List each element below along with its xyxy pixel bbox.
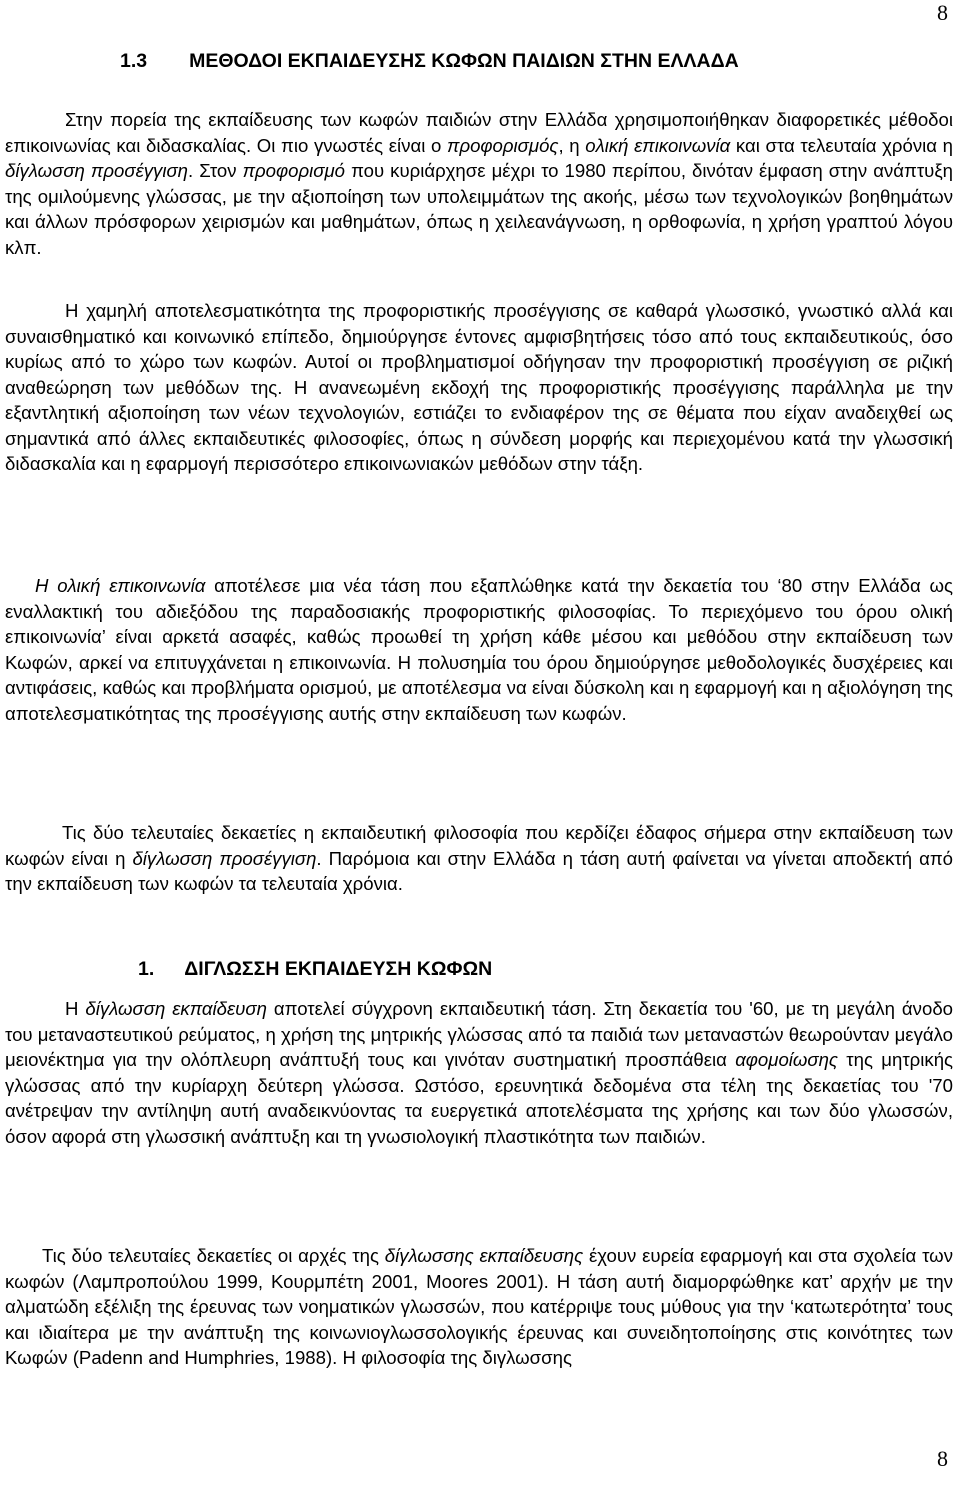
- subsection-heading: [138, 958, 492, 981]
- page-number-bottom: 8: [937, 1446, 948, 1471]
- page-number-top: 8: [937, 0, 948, 25]
- section-heading: [120, 50, 739, 73]
- section-number: 1.3: [120, 50, 148, 72]
- section-title: ΜΕΘΟΔΟΙ ΕΚΠΑΙΔΕΥΣΗΣ ΚΩΦΩΝ ΠΑΙΔΙΩΝ ΣΤΗΝ ΕΛΛΑΔΑ: [189, 50, 739, 72]
- paragraph-oralism: Στην πορεία της εκπαίδευσης των κωφών παιδιών στην Ελλάδα χρησιμοποιήθηκαν διαφορετικές μέθοδοι επικοινωνίας και διδασκαλίας. Οι πιο γνωστές είναι ο προφορισμός, η ολική επικοινωνία και στα τελευταία χρόνια η δίγλωσση προσέγγιση. Στον προφορισμό που κυριάρχησε μέχρι το 1980 περίπου, δινόταν έμφαση στην ανάπτυξη της ομιλούμενης γλώσσας, με την αξιοποίηση των υπολειμμάτων της ακοής, μέσω των τεχνολογικών βοηθημάτων και άλλων πρόσφορων χειρισμών και μαθημάτων, όπως η χειλεανάγνωση, η ορθοφωνία, η χρήση γραπτού λόγου κλπ.: [5, 109, 954, 258]
- paragraph-bilingual-education: Η δίγλωσση εκπαίδευση αποτελεί σύγχρονη εκπαιδευτική τάση. Στη δεκαετία του '60, με τη μεγάλη άνοδο του μεταναστευτικού ρεύματος, η χρήση της μητρικής γλώσσας από τα παιδιά των μεταναστών θεωρούνταν μεγάλο μειονέκτημα για την ολόπλευρη ανάπτυξή τους και γινόταν συστηματική προσπάθεια αφομοίωσης της μητρικής γλώσσας από την κυρίαρχη δεύτερη γλώσσα. Ωστόσο, ερευνητικά δεδομένα στα τέλη της δεκαετίας του '70 ανέτρεψαν την αντίληψη αυτή αναδεικνύοντας τα ευεργετικά αποτελέσματα της χρήσης και των δύο γλωσσών, όσον αφορά στη γλωσσική ανάπτυξη και τη γνωσιολογική πλαστικότητα των παιδιών.: [5, 998, 954, 1147]
- paragraph-total-communication: Η ολική επικοινωνία αποτέλεσε μια νέα τάση που εξαπλώθηκε κατά την δεκαετία του ‘80 στην Ελλάδα ως εναλλακτική του αδιεξόδου της παραδοσιακής προφοριστικής φιλοσοφίας. Το περιεχόμενο του όρου ολική επικοινωνία’ είναι αρκετά ασαφές, καθώς προωθεί τη χρήση κάθε μέσου και μεθόδου στην εκπαίδευση των Κωφών, αρκεί να επιτυγχάνεται η επικοινωνία. Η πολυσημία του όρου δημιούργησε μεθοδολογικές δυσχέρειες και αντιφάσεις, καθώς και προβλήματα ορισμού, με αποτέλεσμα να είναι δύσκολη και η εφαρμογή και η αξιολόγηση της αποτελεσματικότητας της προσέγγισης αυτής στην εκπαίδευση των κωφών.: [5, 575, 953, 724]
- paragraph-bilingual-deaf-schools: Τις δύο τελευταίες δεκαετίες οι αρχές της δίγλωσσης εκπαίδευσης έχουν ευρεία εφαρμογή και στα σχολεία των κωφών (Λαμπροπούλου 1999, Κουρμπέτη 2001, Moores 2001). Η τάση αυτή διαμορφώθηκε κατ’ αρχήν με την αλματώδη εξέλιξη της έρευνας των νοηματικών γλωσσών, που κατέρριψε τους μύθους για την ‘κατωτερότητα’ τους και ιδιαίτερα με την ανάπτυξη της κοινωνιογλωσσολογικής έρευνας και συνειδητοποίησης στις κοινότητες των Κωφών (Padenn and Humphries, 1988). Η φιλοσοφία της διγλωσσης: [5, 1245, 953, 1368]
- subsection-title: ΔΙΓΛΩΣΣΗ ΕΚΠΑΙΔΕΥΣΗ ΚΩΦΩΝ: [184, 958, 493, 980]
- paragraph-bilingual-trend: Τις δύο τελευταίες δεκαετίες η εκπαιδευτική φιλοσοφία που κερδίζει έδαφος σήμερα στην εκπαίδευση των κωφών είναι η δίγλωσση προσέγγιση. Παρόμοια και στην Ελλάδα η τάση αυτή φαίνεται να γίνεται αποδεκτή από την εκπαίδευση των κωφών τα τελευταία χρόνια.: [5, 822, 953, 894]
- paragraph-oralism-critique: Η χαμηλή αποτελεσματικότητα της προφοριστικής προσέγγισης σε καθαρά γλωσσικό, γνωστικό αλλά και συναισθηματικό και κοινωνικό επίπεδο, δημιούργησε έντονες αμφισβητήσεις τόσο από τους εκπαιδευτικούς, όσο κυρίως από το χώρο των κωφών. Αυτοί οι προβληματισμοί οδήγησαν την προφοριστική προσέγγιση σε ριζική αναθεώρηση των μεθόδων της. Η ανανεωμένη εκδοχή της προφοριστικής προσέγγισης παράλληλα με την εξαντλητική αξιοποίηση των νέων τεχνολογιών, εστιάζει το ενδιαφέρον της σε θέματα που είχαν αναδειχθεί ως σημαντικά από άλλες εκπαιδευτικές φιλοσοφίες, όπως η σύνδεση μορφής και περιεχομένου κατά την γλωσσική διδασκαλία και η εφαρμογή περισσότερο επικοινωνιακών μεθόδων στην τάξη.: [5, 300, 953, 474]
- subsection-number: 1.: [138, 958, 155, 980]
